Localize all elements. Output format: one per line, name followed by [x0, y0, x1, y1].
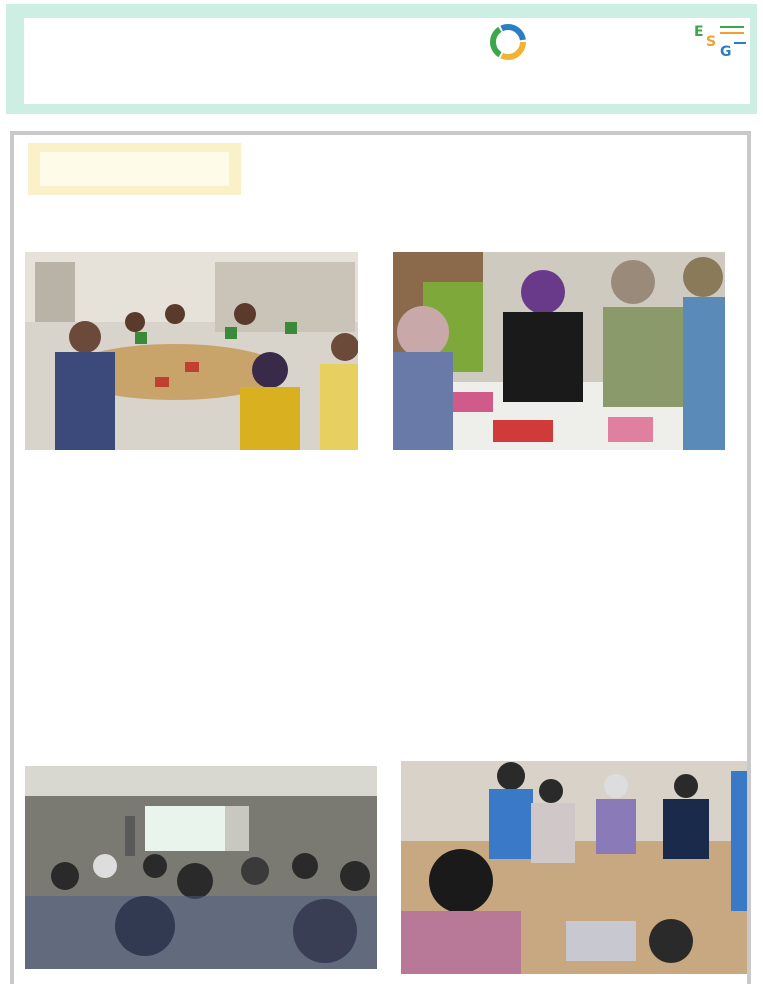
header-panel — [24, 18, 750, 104]
svg-text:S: S — [706, 34, 717, 50]
photo-art-activity — [393, 252, 725, 450]
photo-recreation — [401, 761, 747, 974]
section-label-box — [28, 143, 241, 195]
section-label — [40, 152, 229, 186]
svg-text:G: G — [720, 44, 732, 58]
photo-education-session — [25, 766, 377, 969]
svg-text:E: E — [694, 24, 704, 40]
photo-plant-activity — [25, 252, 358, 450]
esg-logo-icon — [692, 22, 748, 58]
org-logo-icon — [490, 24, 526, 60]
